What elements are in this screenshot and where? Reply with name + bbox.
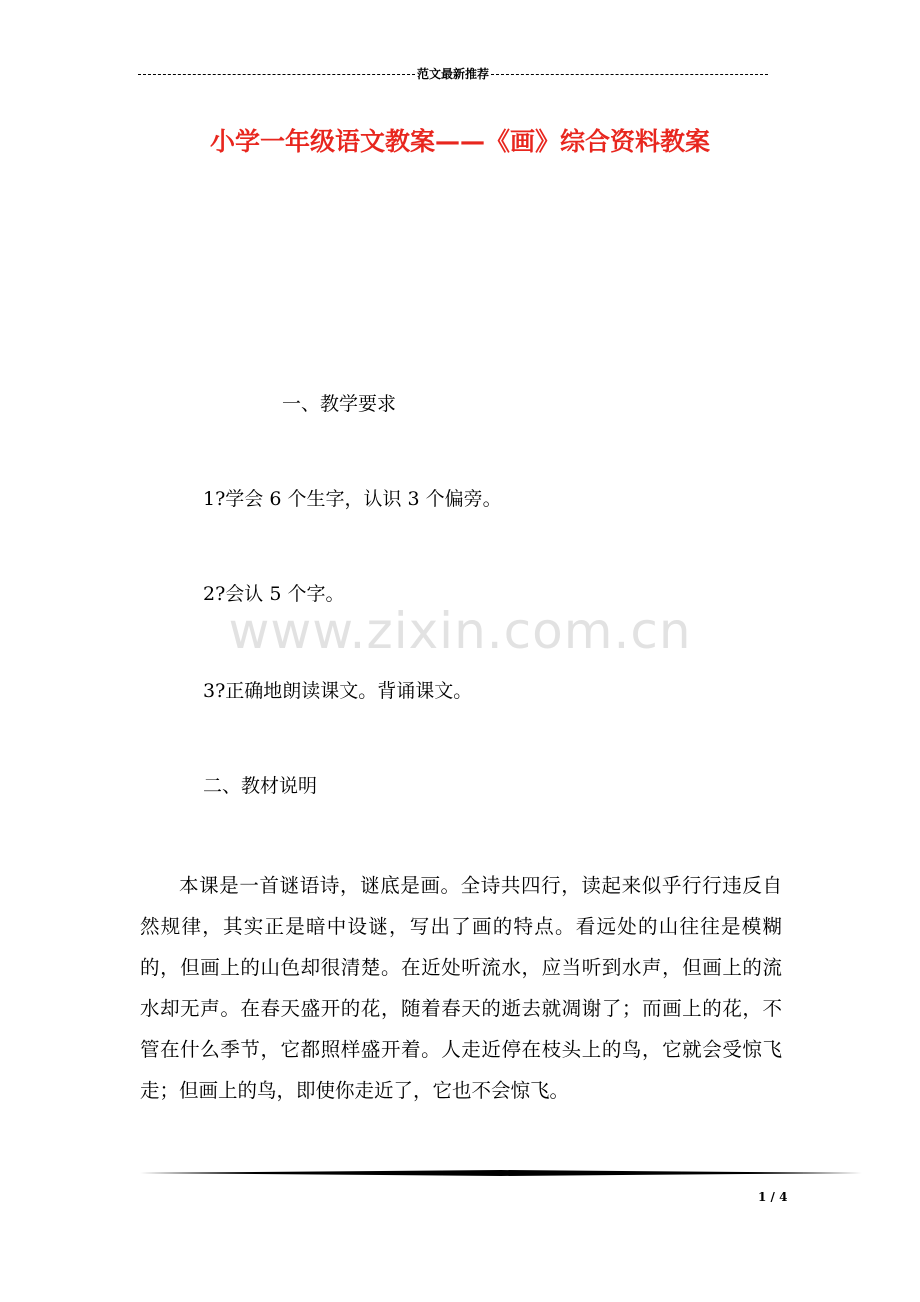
section-heading-materials: 二、教材说明 [203, 775, 318, 797]
document-title: 小学一年级语文教案——《画》综合资料教案 [209, 127, 710, 156]
requirement-item-3: 3?正确地朗读课文。背诵课文。 [203, 680, 473, 702]
header-dash-right [491, 74, 768, 75]
page-header [138, 66, 768, 82]
watermark: www.zixin.com.cn [228, 602, 692, 660]
section-heading-requirements: 一、教学要求 [282, 393, 397, 415]
requirement-item-1: 1?学会 6 个生字，认识 3 个偏旁。 [203, 488, 502, 510]
requirement-item-2: 2?会认 5 个字。 [203, 583, 345, 605]
page-number: 1 / 4 [758, 1190, 788, 1204]
header-dash-left [138, 74, 415, 75]
header-text: 范文最新推荐 [417, 67, 490, 81]
footer-rule [140, 1170, 862, 1176]
materials-paragraph: 本课是一首谜语诗，谜底是画。全诗共四行，读起来似乎行行违反自然规律，其实正是暗中设谜，写出了画的特点。看远处的山往往是模糊的，但画上的山色却很清楚。在近处听流水，应当听到水声，但画上的流水却无声。在春天盛开的花，随着春天的逝去就凋谢了；而画上的花，不管在什么季节，它都照样盛开着。人走近停在枝头上的鸟，它就会受惊飞走；但画上的鸟，即使你走近了，它也不会惊飞。 [140, 874, 782, 1102]
